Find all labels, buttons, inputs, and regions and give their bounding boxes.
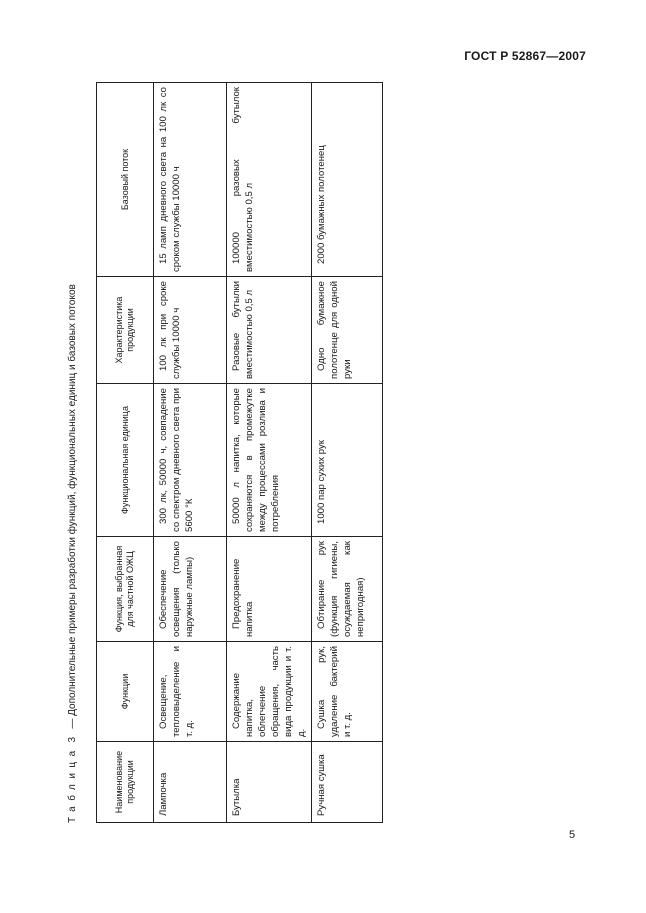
table-header-row bbox=[97, 83, 154, 823]
table-caption-label: Таблица bbox=[67, 745, 78, 823]
table-row bbox=[312, 83, 383, 823]
table-caption-number: 3 bbox=[67, 731, 78, 743]
table-caption bbox=[64, 83, 96, 823]
column-header: Характеристика продукции bbox=[97, 277, 154, 384]
table-cell: Разовые бутылки вместимостью 0,5 л bbox=[227, 277, 312, 384]
column-header: Базовый поток bbox=[97, 83, 154, 277]
page-number: 5 bbox=[569, 829, 576, 841]
table-cell: Освещение, тепловыделение и т. д. bbox=[154, 642, 227, 742]
table-cell: Предохранение напитка bbox=[227, 537, 312, 642]
standard-designation: ГОСТ Р 52867—2007 bbox=[464, 49, 586, 63]
table-cell: Одно бумажное полотенце для одной руки bbox=[312, 277, 383, 384]
table-cell: Содержание напитка, облегчение обращения, часть вида продукции и т. д. bbox=[227, 642, 312, 742]
table-cell: 15 ламп дневного света на 100 лк со сроком службы 10000 ч bbox=[154, 83, 227, 277]
column-header: Функция, выбранная для частной ОЖЦ bbox=[97, 537, 154, 642]
table-cell: 100000 разовых бутылок вместимостью 0,5 л bbox=[227, 83, 312, 277]
table-cell: Лампочка bbox=[154, 742, 227, 823]
data-table bbox=[96, 82, 383, 823]
table-cell: 100 лк при сроке службы 10000 ч bbox=[154, 277, 227, 384]
table-cell: Обеспечение освещения (только наружные лампы) bbox=[154, 537, 227, 642]
column-header: Наименование продукции bbox=[97, 742, 154, 823]
column-header: Функции bbox=[97, 642, 154, 742]
table-cell: Ручная сушка bbox=[312, 742, 383, 823]
table-cell: 2000 бумажных полотенец bbox=[312, 83, 383, 277]
table-cell: Бутылка bbox=[227, 742, 312, 823]
table-cell: 50000 л напитка, которые сохраняются в промежутке между процессами розлива и потребления bbox=[227, 384, 312, 537]
rotated-table-block bbox=[64, 83, 598, 823]
table-row bbox=[227, 83, 312, 823]
table-caption-text: — Дополнительные примеры разработки функций, функциональных единиц и базовых потоков bbox=[67, 284, 78, 729]
table-cell: Обтирание рук (функция гигиены, осуждаемая как непригодная) bbox=[312, 537, 383, 642]
table-cell: 1000 пар сухих рук bbox=[312, 384, 383, 537]
table-row bbox=[154, 83, 227, 823]
table-cell: 300 лк, 50000 ч, совпадение со спектром дневного света при 5600 °К bbox=[154, 384, 227, 537]
table-cell: Сушка рук, удаление бактерий и т. д. bbox=[312, 642, 383, 742]
column-header: Функциональная единица bbox=[97, 384, 154, 537]
